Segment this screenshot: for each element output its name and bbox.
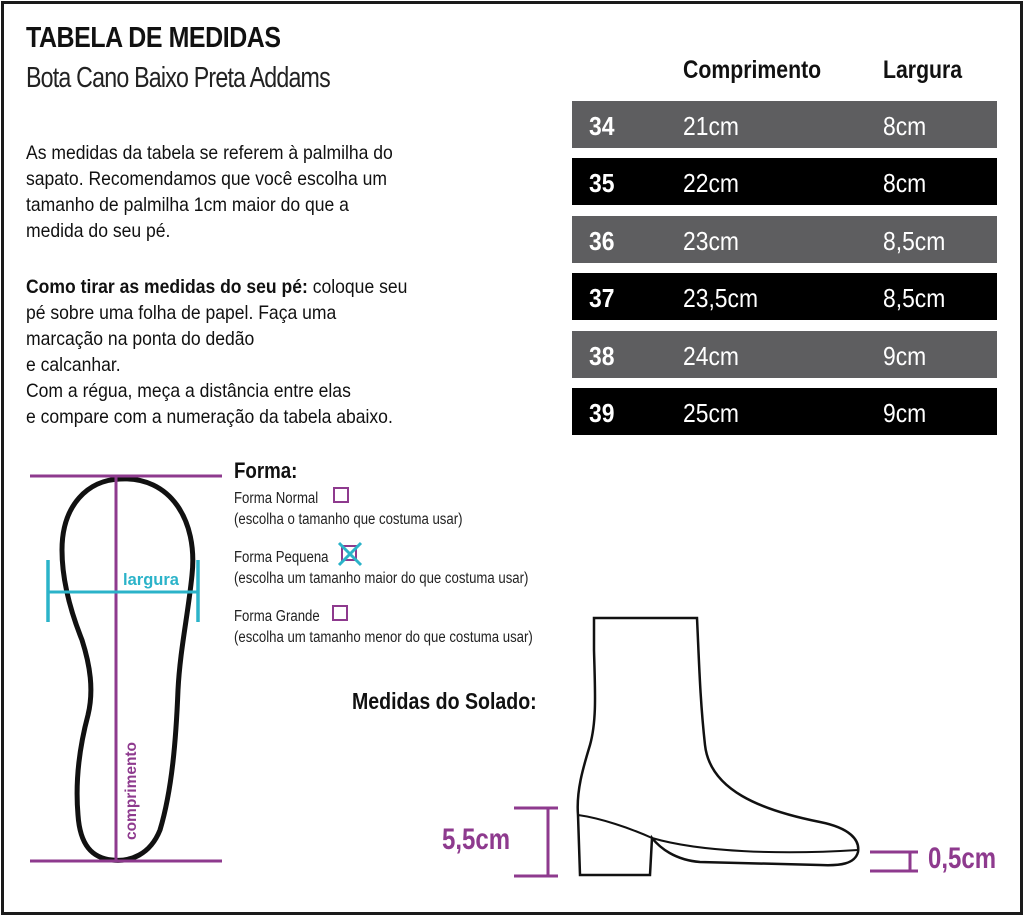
solado-title: Medidas do Solado:	[352, 688, 537, 714]
forma-option-label: Forma Pequena	[234, 549, 329, 566]
size-cell: 36	[589, 226, 615, 256]
intro-line: tamanho de palmilha 1cm maior do que a	[26, 194, 349, 216]
column-header-largura: Largura	[883, 56, 963, 84]
forma-option-hint: (escolha o tamanho que costuma usar)	[234, 511, 463, 528]
size-cell: 39	[589, 398, 615, 428]
forma-option-label: Forma Grande	[234, 608, 320, 625]
largura-cell: 9cm	[883, 341, 927, 371]
howto-line: e compare com a numeração da tabela abaixo.	[26, 406, 393, 428]
forma-option-hint: (escolha um tamanho maior do que costuma usar)	[234, 570, 529, 587]
howto-line: e calcanhar.	[26, 354, 121, 376]
boot-outline	[578, 618, 859, 875]
forma-option-grande	[234, 606, 533, 648]
intro-line: As medidas da tabela se referem à palmilha do	[26, 142, 393, 164]
width-label: largura	[123, 570, 180, 589]
howto-heading: Como tirar as medidas do seu pé:	[26, 276, 308, 298]
howto-line: marcação na ponta do dedão	[26, 328, 255, 350]
size-cell: 38	[589, 341, 615, 371]
heel-height-value: 5,5cm	[442, 823, 511, 856]
checkbox-forma-grande[interactable]	[332, 605, 348, 621]
largura-cell: 8,5cm	[883, 226, 946, 256]
comprimento-cell: 23cm	[683, 226, 739, 256]
comprimento-cell: 23,5cm	[683, 283, 759, 313]
check-mark-icon	[336, 540, 364, 568]
checkbox-forma-normal[interactable]	[333, 487, 349, 503]
comprimento-cell: 22cm	[683, 168, 739, 198]
largura-cell: 8cm	[883, 168, 927, 198]
forma-option-label: Forma Normal	[234, 490, 319, 507]
howto-line: pé sobre uma folha de papel. Faça uma	[26, 302, 337, 324]
sole-thickness-value: 0,5cm	[928, 842, 997, 875]
largura-cell: 8,5cm	[883, 283, 946, 313]
column-header-comprimento: Comprimento	[683, 56, 822, 84]
largura-cell: 8cm	[883, 111, 927, 141]
comprimento-cell: 24cm	[683, 341, 739, 371]
forma-title: Forma:	[234, 458, 298, 483]
comprimento-cell: 21cm	[683, 111, 739, 141]
comprimento-cell: 25cm	[683, 398, 739, 428]
forma-option-hint: (escolha um tamanho menor do que costuma usar)	[234, 629, 533, 646]
largura-cell: 9cm	[883, 398, 927, 428]
length-label: comprimento	[123, 738, 140, 840]
howto-line: Com a régua, meça a distância entre elas	[26, 380, 351, 402]
intro-line: medida do seu pé.	[26, 220, 171, 242]
forma-option-pequena	[234, 547, 528, 589]
page-title: TABELA DE MEDIDAS	[26, 22, 281, 54]
product-name: Bota Cano Baixo Preta Addams	[26, 62, 330, 94]
intro-line: sapato. Recomendamos que você escolha um	[26, 168, 387, 190]
size-cell: 35	[589, 168, 615, 198]
size-cell: 34	[589, 111, 615, 141]
howto-line-rest: coloque seu	[307, 276, 408, 298]
size-cell: 37	[589, 283, 615, 313]
